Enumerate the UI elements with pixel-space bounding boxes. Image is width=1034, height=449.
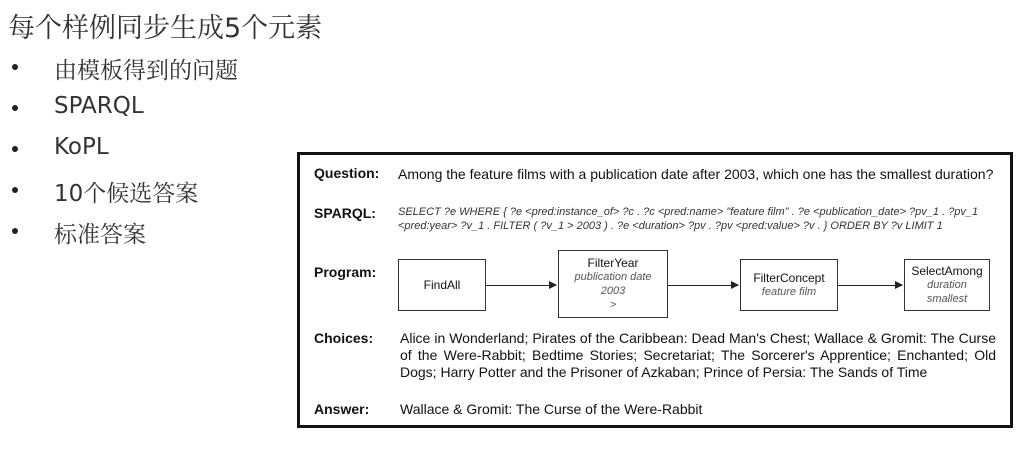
program-node-findall — [398, 259, 486, 311]
function-name: FindAll — [423, 278, 461, 292]
program-node-selectamong — [904, 259, 990, 311]
flow-arrow-icon — [668, 285, 738, 286]
sparql-label: SPARQL: — [314, 205, 376, 221]
bullet-dot-icon — [12, 105, 18, 111]
function-arg: smallest — [926, 293, 968, 305]
question-text: Among the feature films with a publication date after 2003, which one has the smallest duration? — [398, 166, 994, 182]
function-name: FilterConcept — [753, 271, 825, 285]
answer-label: Answer: — [314, 401, 370, 417]
sparql-text: SELECT ?e WHERE { ?e <pred:instance_of> ?c . ?c <pred:name> "feature film" . ?e <publication_date> ?pv_1 . ?pv_1 <pred:year> ?v_1 . FILTER ( ?v_1 > 2003 ) . ?e <duration> ?pv . ?pv <pred:value> ?v . } ORDER BY ?v LIMIT 1 — [398, 206, 979, 232]
function-arg: duration — [927, 279, 967, 291]
bullet-dot-icon — [12, 228, 18, 234]
example-figure — [297, 152, 1013, 428]
program-label: Program: — [314, 264, 377, 280]
program-node-filteryear — [558, 250, 668, 318]
function-arg: publication date — [574, 271, 652, 283]
bullet-dot-icon — [12, 146, 18, 152]
function-arg: 2003 — [600, 285, 626, 297]
flow-arrow-icon — [838, 285, 902, 286]
function-arg: > — [609, 299, 617, 311]
slide-title: 每个样例同步生成5个元素 — [8, 13, 323, 44]
function-arg: feature film — [761, 286, 817, 298]
question-label: Question: — [314, 165, 380, 181]
flow-arrow-icon — [486, 285, 556, 286]
choices-label: Choices: — [314, 330, 374, 346]
function-name: FilterYear — [587, 256, 639, 270]
bullet-dot-icon — [12, 64, 18, 70]
program-node-filterconcept — [740, 259, 838, 311]
answer-text: Wallace & Gromit: The Curse of the Were-Rabbit — [400, 401, 703, 417]
function-name: SelectAmong — [911, 264, 983, 278]
choices-text: Alice in Wonderland; Pirates of the Caribbean: Dead Man's Chest; Wallace & Gromit: The Curse of the Were-Rabbit; Bedtime Stories; Secretariat; The Sorcerer's Apprentice; Enchanted; Old Dogs; Harry Potter and the Prisoner of Azkaban; Prince of Persia: The Sands of Time — [400, 330, 996, 380]
bullet-dot-icon — [12, 187, 18, 193]
